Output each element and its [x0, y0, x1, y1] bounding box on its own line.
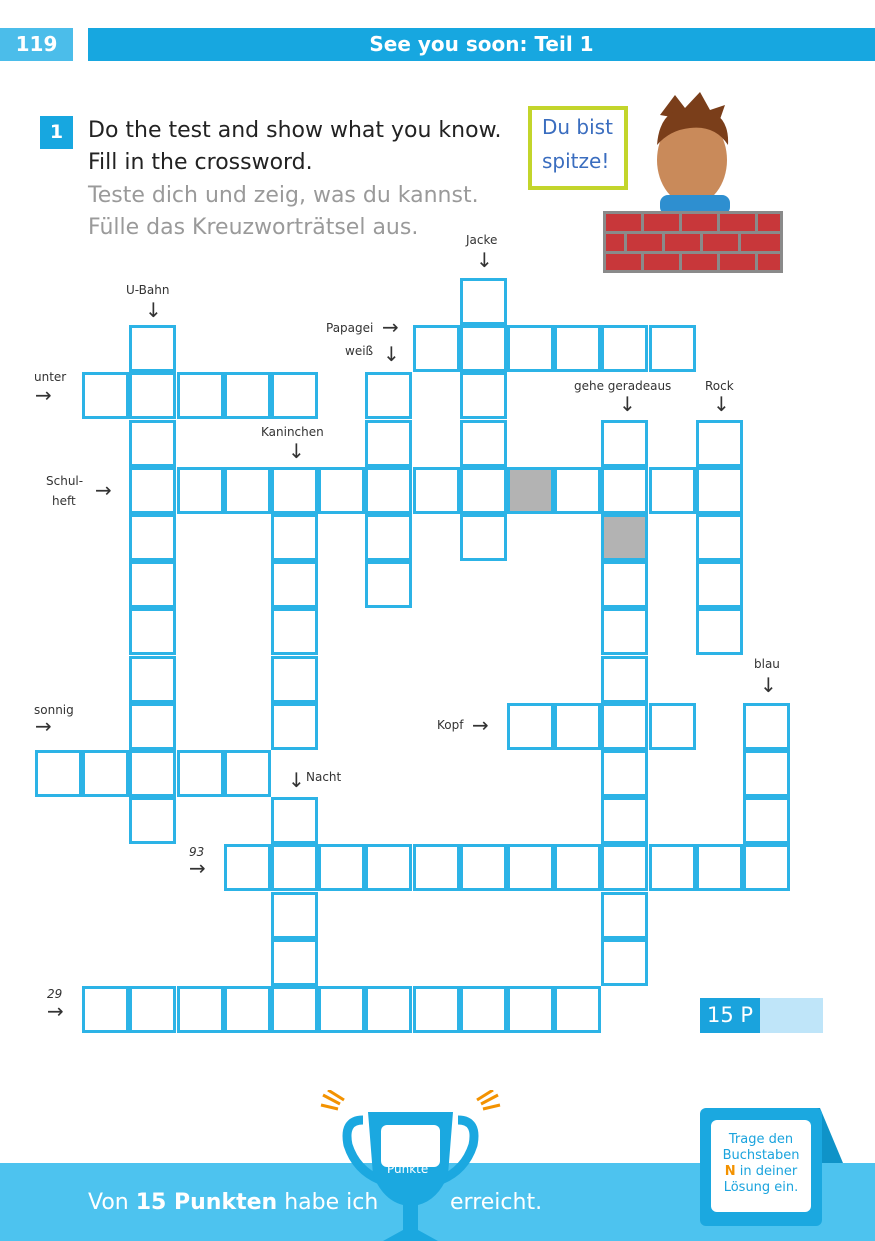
hint-line-3 [711, 1164, 811, 1180]
clue-jacke: Jacke [466, 233, 498, 247]
boy-illustration [600, 90, 790, 280]
crossword-cell[interactable] [271, 514, 318, 561]
crossword-cell[interactable] [271, 656, 318, 703]
crossword-cell[interactable] [318, 844, 365, 891]
crossword-cell[interactable] [601, 797, 648, 844]
clue-papagei: Papagei [326, 321, 374, 335]
crossword-cell[interactable] [507, 703, 554, 750]
crossword-cell[interactable] [318, 467, 365, 514]
crossword-cell[interactable] [365, 514, 412, 561]
clue-rock: Rock [705, 379, 734, 393]
arrow-down-icon: ↓ [383, 342, 400, 366]
crossword-cell[interactable] [460, 372, 507, 419]
crossword-cell[interactable] [649, 844, 696, 891]
crossword-cell[interactable] [271, 703, 318, 750]
crossword-cell[interactable] [554, 844, 601, 891]
crossword-cell[interactable] [129, 986, 176, 1033]
brick-wall [603, 211, 783, 273]
crossword-cell[interactable] [743, 750, 790, 797]
arrow-right-icon: → [382, 315, 399, 339]
crossword-cell[interactable] [601, 420, 648, 467]
crossword-cell[interactable] [365, 420, 412, 467]
crossword-cell[interactable] [177, 467, 224, 514]
crossword-cell[interactable] [696, 514, 743, 561]
arrow-right-icon: → [472, 713, 489, 737]
crossword-cell[interactable] [177, 750, 224, 797]
crossword-cell[interactable] [696, 420, 743, 467]
crossword-cell[interactable] [460, 420, 507, 467]
crossword-cell[interactable] [460, 844, 507, 891]
crossword-cell[interactable] [554, 467, 601, 514]
crossword-cell[interactable] [271, 892, 318, 939]
crossword-cell[interactable] [365, 467, 412, 514]
clue-nacht: Nacht [306, 770, 342, 784]
trophy-label: Punkte [387, 1162, 429, 1176]
crossword-cell[interactable] [318, 986, 365, 1033]
crossword-cell[interactable] [460, 325, 507, 372]
bubble-line-2: spitze! [542, 149, 610, 173]
instruction-en-1: Do the test and show what you know. [88, 118, 502, 143]
crossword-cell[interactable] [224, 986, 271, 1033]
arrow-right-icon: → [35, 383, 52, 407]
bubble-line-1: Du bist [542, 115, 613, 139]
clue-29: 29 [47, 987, 63, 1001]
crossword-cell[interactable] [601, 608, 648, 655]
arrow-down-icon: ↓ [760, 673, 777, 697]
crossword-cell[interactable] [601, 892, 648, 939]
clue-ubahn: U-Bahn [126, 283, 170, 297]
crossword-cell[interactable] [601, 325, 648, 372]
crossword-cell[interactable] [743, 844, 790, 891]
hint-letter: N [724, 1164, 736, 1179]
crossword-blocked-cell [507, 467, 554, 514]
crossword-cell[interactable] [601, 467, 648, 514]
clue-weiss: weiß [345, 344, 374, 358]
crossword-cell[interactable] [601, 561, 648, 608]
hint-line-1: Trage den [728, 1132, 794, 1147]
crossword-cell[interactable] [224, 467, 271, 514]
arrow-right-icon: → [35, 714, 52, 738]
crossword-cell[interactable] [129, 797, 176, 844]
trophy-score-field [381, 1125, 440, 1167]
crossword-cell[interactable] [696, 561, 743, 608]
crossword-cell[interactable] [129, 420, 176, 467]
footer-text-before: Von [88, 1190, 136, 1215]
crossword-cell[interactable] [601, 939, 648, 986]
crossword-cell[interactable] [460, 986, 507, 1033]
crossword-cell[interactable] [271, 467, 318, 514]
crossword-cell[interactable] [601, 656, 648, 703]
crossword-cell[interactable] [129, 608, 176, 655]
hint-line-4: Lösung ein. [723, 1180, 799, 1195]
crossword-cell[interactable] [743, 703, 790, 750]
footer-points: 15 Punkten [135, 1190, 278, 1215]
arrow-down-icon: ↓ [288, 768, 305, 792]
crossword-cell[interactable] [35, 750, 82, 797]
instruction-en-2: Fill in the crossword. [88, 150, 313, 175]
score-input[interactable] [760, 998, 823, 1033]
crossword-cell[interactable] [224, 372, 271, 419]
crossword-cell[interactable] [129, 467, 176, 514]
crossword-cell[interactable] [271, 372, 318, 419]
clue-schulheft-2: heft [52, 494, 76, 508]
crossword-cell[interactable] [554, 703, 601, 750]
crossword-cell[interactable] [129, 561, 176, 608]
crossword-cell[interactable] [271, 608, 318, 655]
crossword-cell[interactable] [554, 325, 601, 372]
crossword-cell[interactable] [129, 372, 176, 419]
crossword-cell[interactable] [413, 844, 460, 891]
crossword-cell[interactable] [224, 844, 271, 891]
crossword-cell[interactable] [460, 514, 507, 561]
crossword-cell[interactable] [601, 750, 648, 797]
page-title: See you soon: Teil 1 [88, 28, 875, 61]
clue-kaninchen: Kaninchen [261, 425, 324, 439]
crossword-cell[interactable] [696, 467, 743, 514]
crossword-cell[interactable] [82, 750, 129, 797]
arrow-down-icon: ↓ [288, 439, 305, 463]
crossword-cell[interactable] [129, 656, 176, 703]
crossword-cell[interactable] [696, 844, 743, 891]
arrow-right-icon: → [189, 856, 206, 880]
crossword-cell[interactable] [129, 325, 176, 372]
crossword-cell[interactable] [271, 986, 318, 1033]
crossword-cell[interactable] [365, 561, 412, 608]
crossword-cell[interactable] [696, 608, 743, 655]
footer-text-mid: habe ich [277, 1190, 379, 1215]
crossword-cell[interactable] [507, 325, 554, 372]
crossword-cell[interactable] [177, 986, 224, 1033]
clue-kopf: Kopf [437, 718, 464, 732]
crossword-cell[interactable] [460, 467, 507, 514]
crossword-cell[interactable] [649, 325, 696, 372]
crossword-cell[interactable] [177, 372, 224, 419]
crossword-cell[interactable] [507, 986, 554, 1033]
crossword-cell[interactable] [649, 703, 696, 750]
score-label: 15 P [700, 998, 760, 1033]
crossword-cell[interactable] [649, 467, 696, 514]
crossword-cell[interactable] [601, 844, 648, 891]
crossword-cell[interactable] [365, 844, 412, 891]
crossword-cell[interactable] [82, 372, 129, 419]
instruction-de-1: Teste dich und zeig, was du kannst. [88, 183, 479, 208]
arrow-down-icon: ↓ [713, 392, 730, 416]
crossword-cell[interactable] [271, 797, 318, 844]
clue-schulheft-1: Schul- [46, 474, 84, 488]
task-number: 1 [40, 116, 73, 149]
arrow-right-icon: → [47, 999, 64, 1023]
arrow-down-icon: ↓ [476, 248, 493, 272]
clue-sonnig: sonnig [34, 703, 74, 717]
crossword-cell[interactable] [82, 986, 129, 1033]
clue-93: 93 [189, 845, 205, 859]
crossword-cell[interactable] [129, 703, 176, 750]
crossword-cell[interactable] [129, 514, 176, 561]
crossword-cell[interactable] [601, 703, 648, 750]
clue-unter: unter [34, 370, 67, 384]
crossword-cell[interactable] [507, 844, 554, 891]
crossword-blocked-cell [601, 514, 648, 561]
crossword-cell[interactable] [271, 844, 318, 891]
crossword-cell[interactable] [365, 372, 412, 419]
crossword-cell[interactable] [554, 986, 601, 1033]
arrow-down-icon: ↓ [619, 392, 636, 416]
crossword-cell[interactable] [413, 467, 460, 514]
arrow-right-icon: → [95, 478, 112, 502]
hint-line-3-text: in deiner [735, 1164, 798, 1179]
crossword-cell[interactable] [365, 986, 412, 1033]
crossword-cell[interactable] [224, 750, 271, 797]
clue-blau: blau [754, 657, 780, 671]
crossword-cell[interactable] [460, 278, 507, 325]
crossword-cell[interactable] [271, 561, 318, 608]
hint-text [711, 1120, 811, 1212]
crossword-cell[interactable] [129, 750, 176, 797]
footer-text-after: erreicht. [450, 1190, 543, 1215]
instruction-de-2: Fülle das Kreuzworträtsel aus. [88, 215, 419, 240]
crossword-cell[interactable] [413, 325, 460, 372]
crossword-cell[interactable] [271, 939, 318, 986]
arrow-down-icon: ↓ [145, 298, 162, 322]
crossword-cell[interactable] [743, 797, 790, 844]
page-number: 119 [0, 28, 73, 61]
crossword-cell[interactable] [413, 986, 460, 1033]
clue-gehe-geradeaus: gehe geradeaus [574, 379, 672, 393]
hint-line-2: Buchstaben [722, 1148, 800, 1163]
